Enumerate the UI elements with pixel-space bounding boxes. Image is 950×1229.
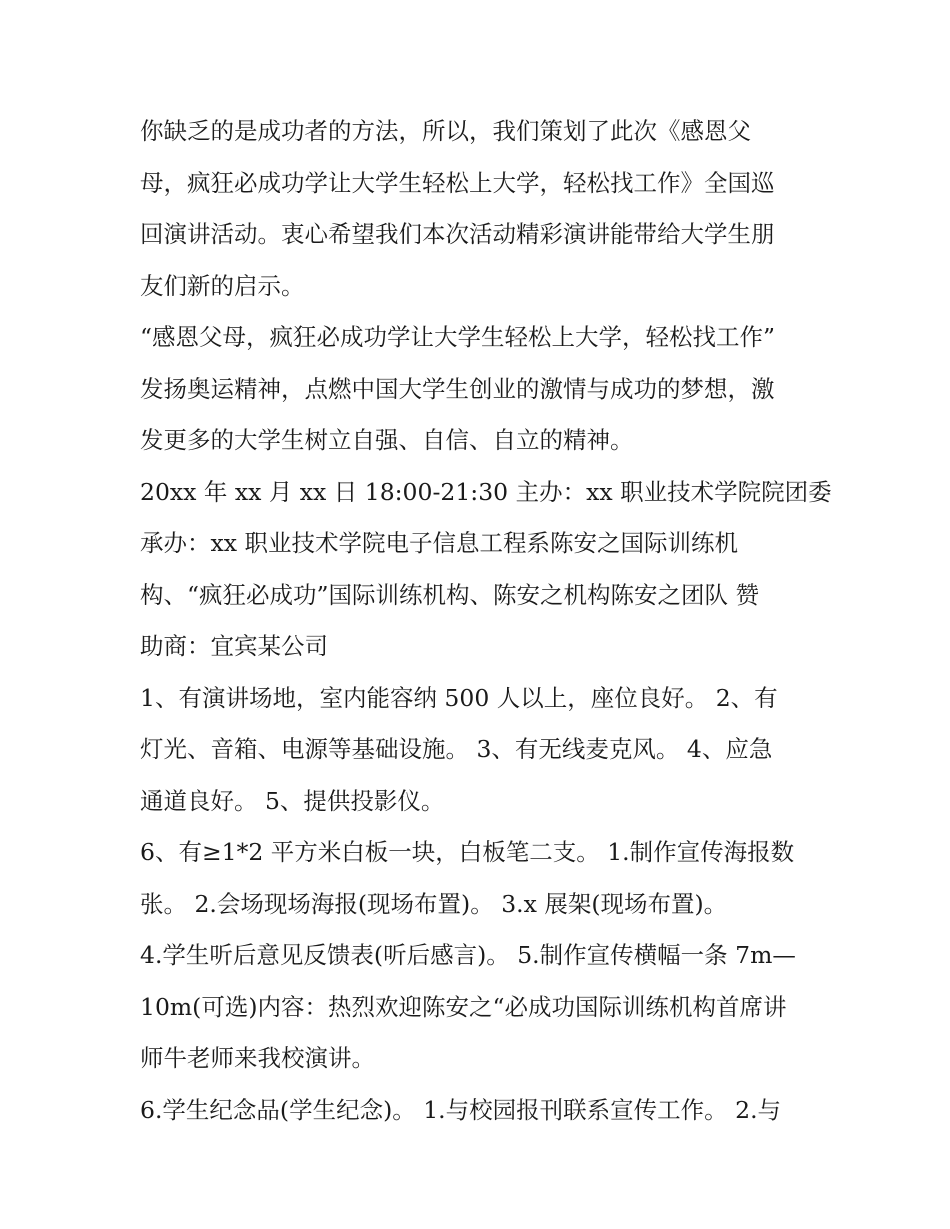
text-line: 回演讲活动。衷心希望我们本次活动精彩演讲能带给大学生朋 <box>140 220 775 248</box>
text-line: 师牛老师来我校演讲。 <box>140 1044 375 1072</box>
text-line: 母，疯狂必成功学让大学生轻松上大学，轻松找工作》全国巡 <box>140 168 775 197</box>
text-line: 1、有演讲场地，室内能容纳 500 人以上，座位良好。 2、有 <box>140 683 778 712</box>
text-line: “感恩父母，疯狂必成功学让大学生轻松上大学，轻松找工作” <box>140 323 776 351</box>
text-line: 助商：宜宾某公司 <box>140 632 328 660</box>
text-line: 灯光、音箱、电源等基础设施。 3、有无线麦克风。 4、应急 <box>140 735 773 763</box>
text-line: 发更多的大学生树立自强、自信、自立的精神。 <box>140 426 634 454</box>
text-line: 10m(可选)内容：热烈欢迎陈安之“必成功国际训练机构首席讲 <box>140 992 787 1021</box>
text-line: 4.学生听后意见反馈表(听后感言)。 5.制作宣传横幅一条 7m— <box>140 941 796 969</box>
text-line: 通道良好。 5、提供投影仪。 <box>140 786 445 815</box>
text-line: 20xx 年 xx 月 xx 日 18:00-21:30 主办：xx 职业技术学院院团委 <box>140 477 832 506</box>
text-line: 友们新的启示。 <box>140 271 305 300</box>
text-line: 构、“疯狂必成功”国际训练机构、陈安之机构陈安之团队 赞 <box>140 580 759 609</box>
text-line: 你缺乏的是成功者的方法，所以，我们策划了此次《感恩父 <box>140 117 751 145</box>
text-line: 6、有≥1*2 平方米白板一块，白板笔二支。 1.制作宣传海报数 <box>140 838 795 866</box>
text-line: 6.学生纪念品(学生纪念)。 1.与校园报刊联系宣传工作。 2.与 <box>140 1095 782 1124</box>
text-line: 张。 2.会场现场海报(现场布置)。 3.x 展架(现场布置)。 <box>140 889 728 918</box>
document-body <box>140 106 832 1136</box>
text-line: 承办：xx 职业技术学院电子信息工程系陈安之国际训练机 <box>140 529 738 557</box>
text-line: 发扬奥运精神，点燃中国大学生创业的激情与成功的梦想，激 <box>140 374 775 403</box>
